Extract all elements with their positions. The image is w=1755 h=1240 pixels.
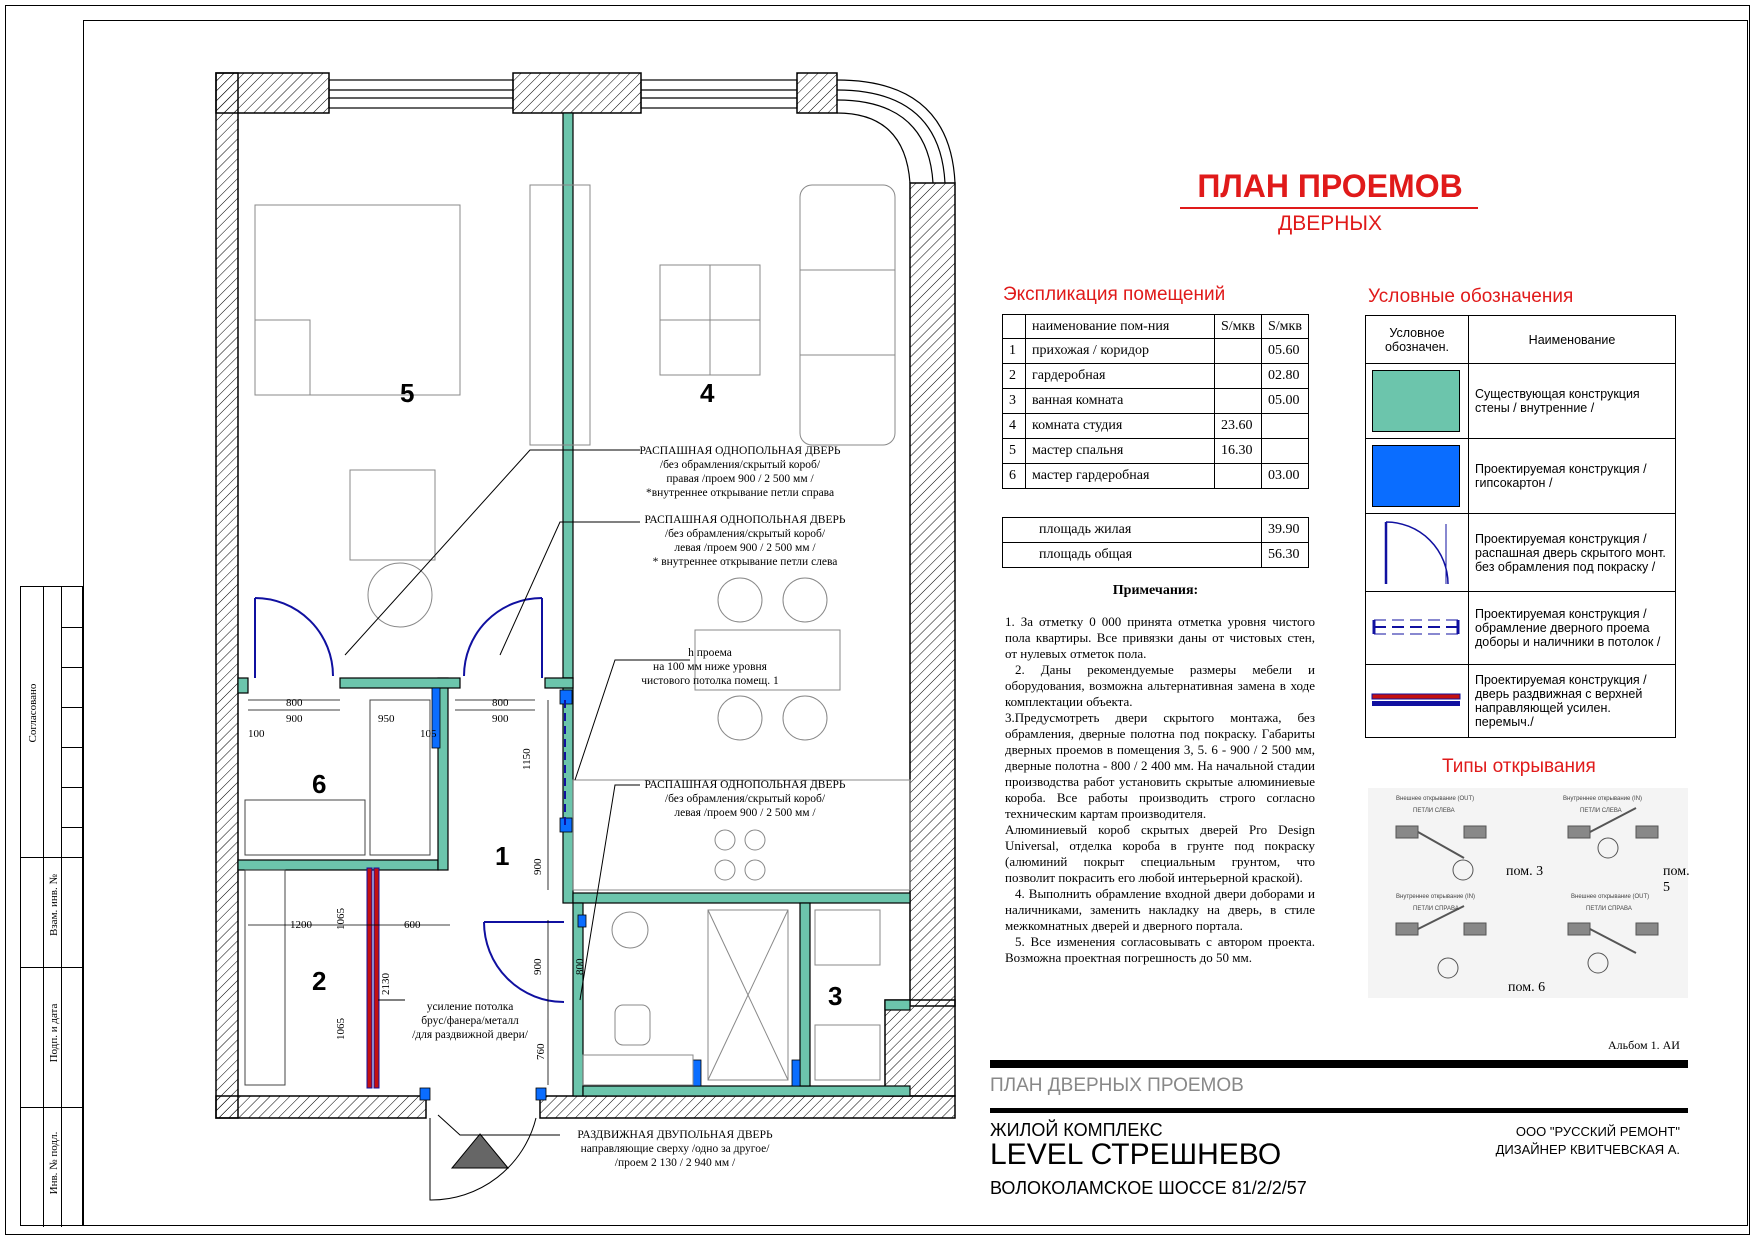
room-number-4: 4 xyxy=(700,378,715,408)
swing-door-icon xyxy=(1370,518,1462,584)
existing-walls xyxy=(238,113,910,1096)
cell: 05.00 xyxy=(1262,389,1309,414)
annotation-title: усиление потолка xyxy=(426,1001,514,1013)
cell: 02.80 xyxy=(1262,364,1309,389)
cell: ванная комната xyxy=(1026,389,1215,414)
annotation-line: *внутреннее открывание петли справа xyxy=(645,487,835,499)
drywall-swatch xyxy=(1372,445,1460,507)
dim-760: 760 xyxy=(535,1043,547,1060)
page-subtitle: ДВЕРНЫХ xyxy=(1277,212,1382,235)
cell xyxy=(1215,364,1262,389)
cell: 2 xyxy=(1003,364,1026,389)
annotation-line: левая /проем 900 / 2 500 мм / xyxy=(674,807,816,819)
annotation-line: /без обрамления/скрытый короб/ xyxy=(664,528,826,540)
opening-types-drawing xyxy=(1368,788,1688,998)
stamp-agreed: Согласовано xyxy=(27,683,39,743)
opening-label: Внешнее открывание (OUT) xyxy=(1396,796,1475,802)
table-row xyxy=(1003,339,1309,364)
dim-900-b: 900 xyxy=(492,713,509,725)
entry-arrow xyxy=(430,1118,536,1200)
table-row xyxy=(1003,439,1309,464)
legend-text: Проектируемая конструкция / распашная дверь скрытого монт. без обрамления под покраску / xyxy=(1469,514,1676,592)
titleblock-bar-mid xyxy=(990,1108,1688,1113)
sliding-door-icon xyxy=(1370,690,1462,710)
opening-label: Внутреннее открывание (IN) xyxy=(1563,796,1643,802)
titleblock-bar-top xyxy=(990,1060,1688,1068)
annotation-line: /без обрамления/скрытый короб/ xyxy=(659,459,821,471)
col-n xyxy=(1003,315,1026,339)
annotation-door-5 xyxy=(620,444,860,500)
notes-body xyxy=(1005,614,1315,966)
annotation-line: чистового потолка помещ. 1 xyxy=(641,675,779,687)
room-number-3: 3 xyxy=(828,981,843,1011)
legend-row xyxy=(1366,592,1676,665)
notes-heading: Примечания: xyxy=(1112,583,1199,598)
existing-wall-swatch xyxy=(1372,370,1460,432)
album-label: Альбом 1. АИ xyxy=(1608,1038,1680,1052)
cell: 05.60 xyxy=(1262,339,1309,364)
annotation-line: направляющие сверху /одно за другое/ xyxy=(580,1143,770,1155)
table-row xyxy=(1003,364,1309,389)
room-number-1: 1 xyxy=(495,841,510,871)
titleblock-complex: ЖИЛОЙ КОМПЛЕКС xyxy=(990,1120,1163,1140)
opening-room-5: пом. 5 xyxy=(1663,864,1690,895)
table-row xyxy=(1003,464,1309,489)
cell: 03.00 xyxy=(1262,464,1309,489)
note-item: 2. Даны рекомендуемые размеры мебели и оборудования, возможна альтернативная замена в ходе комплектации объекта. xyxy=(1005,662,1315,709)
table-row xyxy=(1003,543,1309,568)
cell xyxy=(1215,339,1262,364)
table-row xyxy=(1003,414,1309,439)
titleblock-address: ВОЛОКОЛАМСКОЕ ШОССЕ 81/2/2/57 xyxy=(990,1178,1307,1198)
col-s2: S/мкв xyxy=(1262,315,1309,339)
cell: комната студия xyxy=(1026,414,1215,439)
stamp-inv: Инв. № подл. xyxy=(48,1131,60,1195)
cell: 5 xyxy=(1003,439,1026,464)
dim-600: 600 xyxy=(404,919,421,931)
opening-types-diagram xyxy=(1368,788,1688,998)
annotation-line: брус/фанера/металл xyxy=(421,1015,519,1027)
legend-text: Проектируемая конструкция / дверь раздвижная с верхней направляющей усилен. перемыч./ xyxy=(1469,665,1676,738)
cell: 39.90 xyxy=(1262,518,1309,543)
sliding-door xyxy=(367,868,379,1088)
dim-950: 950 xyxy=(378,713,395,725)
annotation-door-6 xyxy=(625,513,865,569)
annotation-sliding-door xyxy=(555,1128,795,1170)
opening-label: Внешнее открывание (OUT) xyxy=(1571,894,1650,900)
dim-900-a: 900 xyxy=(286,713,303,725)
dim-800-c: 800 xyxy=(574,958,586,975)
explication-table xyxy=(1002,314,1309,489)
table-row xyxy=(1003,518,1309,543)
annotation-ceiling-reinforcement xyxy=(400,1000,540,1042)
annotation-opening-height xyxy=(630,646,790,688)
dim-800-b: 800 xyxy=(492,697,509,709)
note-item: 4. Выполнить обрамление входной двери доборами и наличниками, заменить накладку на дверь, в стиле межкомнатных дверей и дверного портала. xyxy=(1005,886,1315,933)
cell: 1 xyxy=(1003,339,1026,364)
opening-label: Внутреннее открывание (IN) xyxy=(1396,894,1476,900)
cell xyxy=(1262,439,1309,464)
legend-text: Проектируемая конструкция / гипсокартон / xyxy=(1469,439,1676,514)
dim-1150: 1150 xyxy=(521,748,533,770)
opening-room-6: пом. 6 xyxy=(1508,980,1546,995)
note-item: 5. Все изменения согласовывать с автором проекта. Возможна проектная погрешность до 50 мм. xyxy=(1005,934,1315,965)
dim-900-c: 900 xyxy=(532,858,544,875)
annotation-line: левая /проем 900 / 2 500 мм / xyxy=(674,542,816,554)
dim-1200: 1200 xyxy=(290,919,312,931)
dim-100-a: 100 xyxy=(248,728,265,740)
annotation-line: на 100 мм ниже уровня xyxy=(653,661,767,673)
annotation-door-3 xyxy=(625,778,865,820)
cell: площадь жилая xyxy=(1003,518,1262,543)
annotation-line: /без обрамления/скрытый короб/ xyxy=(664,793,826,805)
cell: 16.30 xyxy=(1215,439,1262,464)
cell: прихожая / коридор xyxy=(1026,339,1215,364)
annotation-line: * внутреннее открывание петли слева xyxy=(652,556,838,568)
dim-2130: 2130 xyxy=(380,973,392,995)
dim-1065-b: 1065 xyxy=(335,1018,347,1040)
opening-label: ПЕТЛИ СПРАВА xyxy=(1413,906,1459,912)
cell xyxy=(1262,414,1309,439)
annotation-title: РАЗДВИЖНАЯ ДВУПОЛЬНАЯ ДВЕРЬ xyxy=(577,1129,773,1141)
table-row xyxy=(1003,389,1309,414)
note-item: Алюминиевый короб скрытых дверей Pro Design Universal, отделка короба в грунте под покраску (алюминий покрыт специальным грунтом, что позволит покрасить его любой интерьерной краской). xyxy=(1005,822,1315,885)
titleblock-name: LEVEL СТРЕШНЕВО xyxy=(990,1138,1282,1171)
col-s1: S/мкв xyxy=(1215,315,1262,339)
stamp-sign-date: Подп. и дата xyxy=(48,1003,60,1063)
legend-row xyxy=(1366,514,1676,592)
annotation-title: h проема xyxy=(688,647,732,659)
legend-table xyxy=(1365,315,1676,738)
opening-label: ПЕТЛИ СЛЕВА xyxy=(1580,808,1622,814)
opening-room-3: пом. 3 xyxy=(1506,864,1544,879)
annotation-line: /проем 2 130 / 2 940 мм / xyxy=(614,1157,736,1169)
note-item: 1. За отметку 0 000 принята отметка уровня чистого пола квартиры. Все привязки даны от чистовых стен, от нулевых отметок пола. xyxy=(1005,614,1315,661)
dim-1065-a: 1065 xyxy=(335,908,347,930)
legend-col-symbol: Условное обозначен. xyxy=(1366,316,1469,364)
annotation-line: правая /проем 900 / 2 500 мм / xyxy=(666,473,814,485)
legend-col-name: Наименование xyxy=(1469,316,1676,364)
cell: гардеробная xyxy=(1026,364,1215,389)
legend-text: Существующая конструкция стены / внутренние / xyxy=(1469,364,1676,439)
cell: 23.60 xyxy=(1215,414,1262,439)
annotation-title: РАСПАШНАЯ ОДНОПОЛЬНАЯ ДВЕРЬ xyxy=(644,779,846,791)
title-underline xyxy=(1180,207,1478,209)
page-title: ПЛАН ПРОЕМОВ xyxy=(1197,168,1463,204)
cell: 4 xyxy=(1003,414,1026,439)
dim-900-d: 900 xyxy=(532,958,544,975)
titleblock-company: ООО "РУССКИЙ РЕМОНТ" xyxy=(1515,1124,1680,1139)
cell xyxy=(1215,464,1262,489)
legend-row xyxy=(1366,439,1676,514)
room-number-2: 2 xyxy=(312,966,327,996)
dim-105: 105 xyxy=(420,728,437,740)
cell: мастер спальня xyxy=(1026,439,1215,464)
totals-table xyxy=(1002,517,1309,568)
legend-text: Проектируемая конструкция / обрамление дверного проема доборы и наличники в потолок / xyxy=(1469,592,1676,665)
legend-heading: Условные обозначения xyxy=(1368,286,1574,307)
annotation-title: РАСПАШНАЯ ОДНОПОЛЬНАЯ ДВЕРЬ xyxy=(639,445,841,457)
titleblock-designer: ДИЗАЙНЕР КВИТЧЕВСКАЯ А. xyxy=(1495,1142,1680,1157)
stamp-replace: Взам. инв. № xyxy=(48,874,60,936)
opening-label: ПЕТЛИ СПРАВА xyxy=(1586,906,1632,912)
explication-heading: Экспликация помещений xyxy=(1003,284,1226,305)
opening-label: ПЕТЛИ СЛЕВА xyxy=(1413,808,1455,814)
legend-row xyxy=(1366,364,1676,439)
titleblock-sheet: ПЛАН ДВЕРНЫХ ПРОЕМОВ xyxy=(990,1075,1244,1096)
annotation-title: РАСПАШНАЯ ОДНОПОЛЬНАЯ ДВЕРЬ xyxy=(644,514,846,526)
windows xyxy=(329,80,955,183)
room-number-5: 5 xyxy=(400,378,415,408)
cell: 3 xyxy=(1003,389,1026,414)
cell xyxy=(1215,389,1262,414)
note-item: 3.Предусмотреть двери скрытого монтажа, без обрамления, дверные полотна под покраску. Габариты дверных проемов в помещения 3, 5. 6 - 900 / 2 500 мм, дверные полотна - 800 / 2 400 мм. На начальной стадии производства работ установить скрытые алюминиевые короба. Все работы производить строго согласно техническим картам производителя. xyxy=(1005,710,1315,821)
door-frame-icon xyxy=(1370,612,1462,642)
annotation-line: /для раздвижной двери/ xyxy=(412,1029,528,1041)
cell: 56.30 xyxy=(1262,543,1309,568)
cell: мастер гардеробная xyxy=(1026,464,1215,489)
opening-types-heading: Типы открывания xyxy=(1442,756,1596,777)
cell: площадь общая xyxy=(1003,543,1262,568)
dim-800-a: 800 xyxy=(286,697,303,709)
room-number-6: 6 xyxy=(312,769,327,799)
cell: 6 xyxy=(1003,464,1026,489)
legend-row xyxy=(1366,665,1676,738)
col-name: наименование пом-ния xyxy=(1026,315,1215,339)
